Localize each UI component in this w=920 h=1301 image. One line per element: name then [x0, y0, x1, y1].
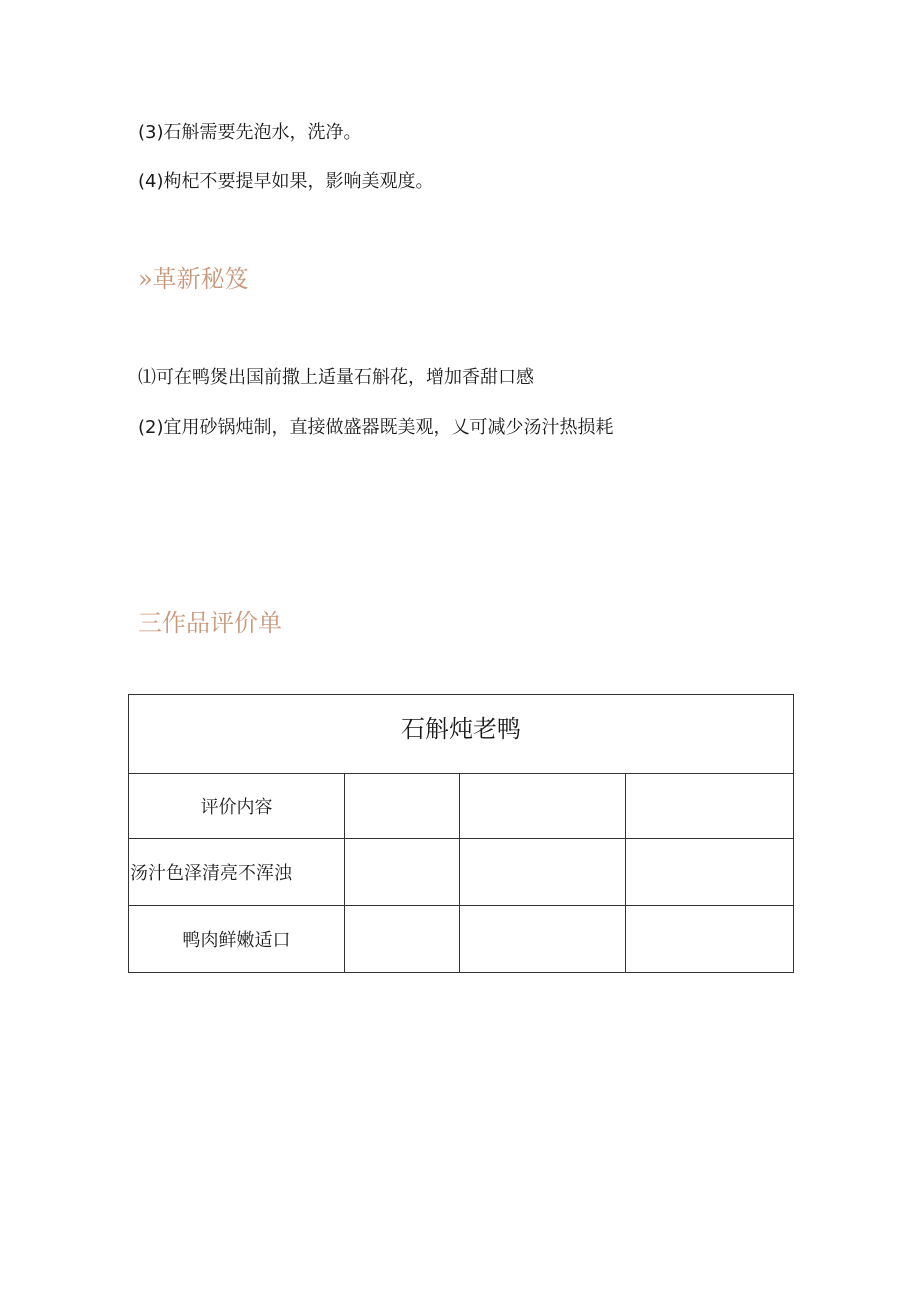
table-cell	[626, 839, 794, 906]
table-cell	[626, 774, 794, 839]
evaluation-heading: 三作品评价单	[138, 609, 282, 637]
table-cell	[460, 774, 626, 839]
table-title: 石斛炖老鸭	[129, 695, 794, 774]
note-3: (3)石斛需要先泡水，洗净。	[138, 122, 362, 143]
innovation-item-1: ⑴可在鸭煲出国前撒上适量石斛花，增加香甜口感	[138, 367, 534, 388]
table-cell	[345, 906, 460, 973]
table-row	[129, 839, 794, 906]
row-label: 鸭肉鲜嫩适口	[129, 906, 345, 973]
table-cell	[345, 839, 460, 906]
table-cell	[626, 906, 794, 973]
innovation-heading: »革新秘笈	[138, 265, 249, 293]
table-row	[129, 774, 794, 839]
table-cell	[460, 839, 626, 906]
table-cell	[460, 906, 626, 973]
innovation-item-2: (2)宜用砂锅炖制，直接做盛器既美观，乂可减少汤汁热损耗	[138, 417, 614, 438]
table-cell	[345, 774, 460, 839]
table-title-row	[129, 695, 794, 774]
table-row	[129, 906, 794, 973]
note-4: (4)枸杞不要提早如果，影响美观度。	[138, 171, 434, 192]
evaluation-table	[128, 694, 794, 973]
row-label: 评价内容	[129, 774, 345, 839]
row-label: 汤汁色泽清亮不浑浊	[129, 839, 345, 906]
